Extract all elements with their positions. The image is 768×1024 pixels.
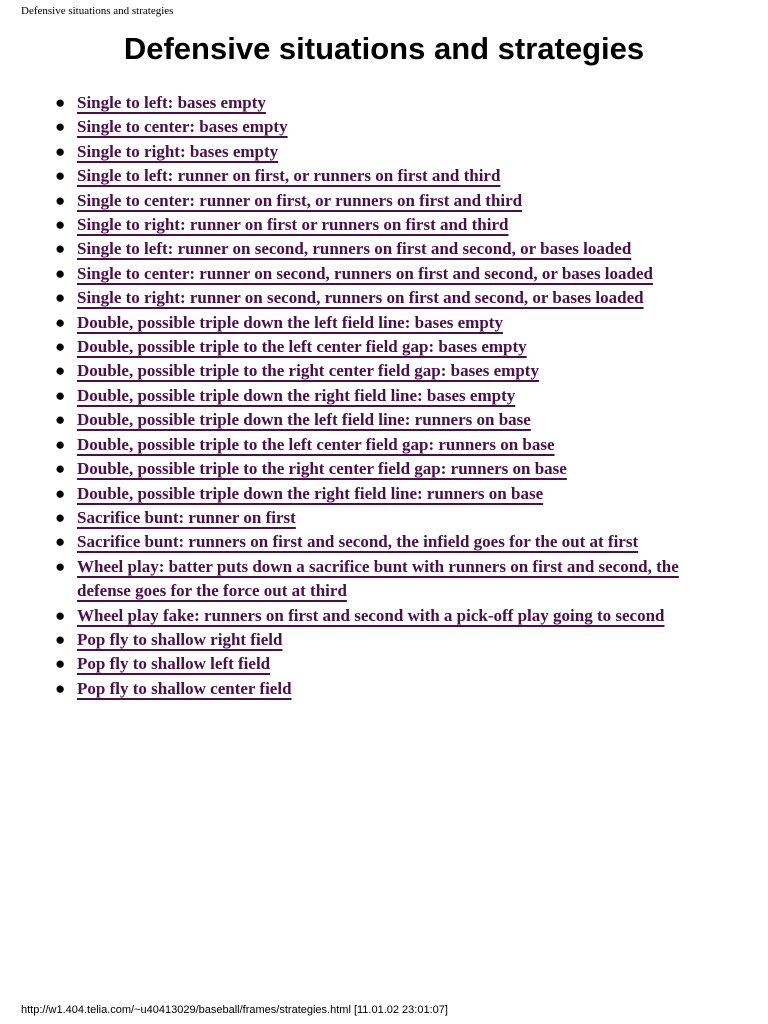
- bullet-icon: ●: [55, 556, 66, 576]
- bullet-icon: ●: [55, 605, 66, 625]
- strategy-link[interactable]: Pop fly to shallow center field: [77, 678, 292, 698]
- strategy-link[interactable]: Double, possible triple to the right center field gap: runners on base: [77, 459, 567, 479]
- list-item: [0, 384, 768, 408]
- list-item: [0, 91, 768, 115]
- bullet-icon: ●: [55, 654, 66, 674]
- list-item: [0, 311, 768, 335]
- list-item: [0, 408, 768, 432]
- list-item: [0, 433, 768, 457]
- bullet-icon: ●: [55, 288, 66, 308]
- strategy-link[interactable]: Double, possible triple down the left field line: bases empty: [77, 312, 503, 332]
- list-item: [0, 164, 768, 188]
- strategy-link[interactable]: Wheel play fake: runners on first and second with a pick-off play going to second: [77, 605, 665, 625]
- list-item: [0, 482, 768, 506]
- bullet-icon: ●: [55, 190, 66, 210]
- strategy-link[interactable]: Single to left: bases empty: [77, 93, 266, 112]
- bullet-icon: ●: [55, 312, 66, 332]
- bullet-icon: ●: [55, 93, 66, 112]
- bullet-icon: ●: [55, 410, 66, 430]
- strategy-link[interactable]: Pop fly to shallow left field: [77, 654, 271, 674]
- strategy-link[interactable]: Double, possible triple down the right field line: bases empty: [77, 385, 516, 405]
- strategy-link-list: [0, 91, 768, 701]
- bullet-icon: ●: [55, 361, 66, 381]
- list-item: [0, 115, 768, 139]
- strategy-link[interactable]: Double, possible triple down the right field line: runners on base: [77, 483, 544, 503]
- print-footer-url: http://w1.404.telia.com/~u40413029/baseball/frames/strategies.html [11.01.02 23:01:07]: [21, 1004, 448, 1016]
- strategy-link[interactable]: Double, possible triple to the left center field gap: bases empty: [77, 337, 527, 357]
- print-header-title: Defensive situations and strategies: [21, 5, 174, 17]
- bullet-icon: ●: [55, 337, 66, 357]
- bullet-icon: ●: [55, 483, 66, 503]
- bullet-icon: ●: [55, 215, 66, 235]
- bullet-icon: ●: [55, 507, 66, 527]
- bullet-icon: ●: [55, 532, 66, 552]
- page-title: Defensive situations and strategies: [123, 31, 645, 66]
- strategy-link[interactable]: Sacrifice bunt: runners on first and second, the infield goes for the out at first: [77, 532, 639, 552]
- bullet-icon: ●: [55, 434, 66, 454]
- strategy-link[interactable]: Single to right: runner on second, runners on first and second, or bases loaded: [77, 288, 644, 308]
- bullet-icon: ●: [55, 263, 66, 283]
- list-item: [0, 530, 768, 554]
- bullet-icon: ●: [55, 385, 66, 405]
- strategy-link[interactable]: Wheel play: batter puts down a sacrifice bunt with runners on first and second, the defense goes for the force out at third: [77, 556, 679, 601]
- bullet-icon: ●: [55, 166, 66, 186]
- strategy-link[interactable]: Double, possible triple down the left field line: runners on base: [77, 410, 531, 430]
- list-item: [0, 286, 768, 310]
- list-item: [0, 335, 768, 359]
- bullet-icon: ●: [55, 459, 66, 479]
- strategy-link[interactable]: Single to center: bases empty: [77, 117, 288, 137]
- bullet-icon: ●: [55, 629, 66, 649]
- list-item: [0, 189, 768, 213]
- list-item: [0, 506, 768, 530]
- bullet-icon: ●: [55, 141, 66, 161]
- list-item: [0, 555, 768, 604]
- strategy-link[interactable]: Double, possible triple to the right center field gap: bases empty: [77, 361, 539, 381]
- list-item: [0, 262, 768, 286]
- strategy-link[interactable]: Single to left: runner on first, or runners on first and third: [77, 166, 501, 186]
- strategy-link[interactable]: Single to right: runner on first or runners on first and third: [77, 215, 509, 235]
- strategy-link[interactable]: Single to center: runner on first, or runners on first and third: [77, 190, 523, 210]
- strategy-link[interactable]: Single to center: runner on second, runners on first and second, or bases loaded: [77, 263, 653, 283]
- strategy-link[interactable]: Sacrifice bunt: runner on first: [77, 507, 296, 527]
- strategy-link[interactable]: Pop fly to shallow right field: [77, 629, 283, 649]
- strategy-link[interactable]: Single to right: bases empty: [77, 141, 279, 161]
- bullet-icon: ●: [55, 117, 66, 137]
- list-item: [0, 213, 768, 237]
- list-item: [0, 604, 768, 628]
- list-item: [0, 457, 768, 481]
- list-item: [0, 628, 768, 652]
- list-item: [0, 140, 768, 164]
- strategy-link[interactable]: Single to left: runner on second, runners on first and second, or bases loaded: [77, 239, 632, 259]
- bullet-icon: ●: [55, 678, 66, 698]
- strategy-link[interactable]: Double, possible triple to the left center field gap: runners on base: [77, 434, 555, 454]
- list-item: [0, 677, 768, 701]
- bullet-icon: ●: [55, 239, 66, 259]
- list-item: [0, 237, 768, 261]
- list-item: [0, 359, 768, 383]
- list-item: [0, 652, 768, 676]
